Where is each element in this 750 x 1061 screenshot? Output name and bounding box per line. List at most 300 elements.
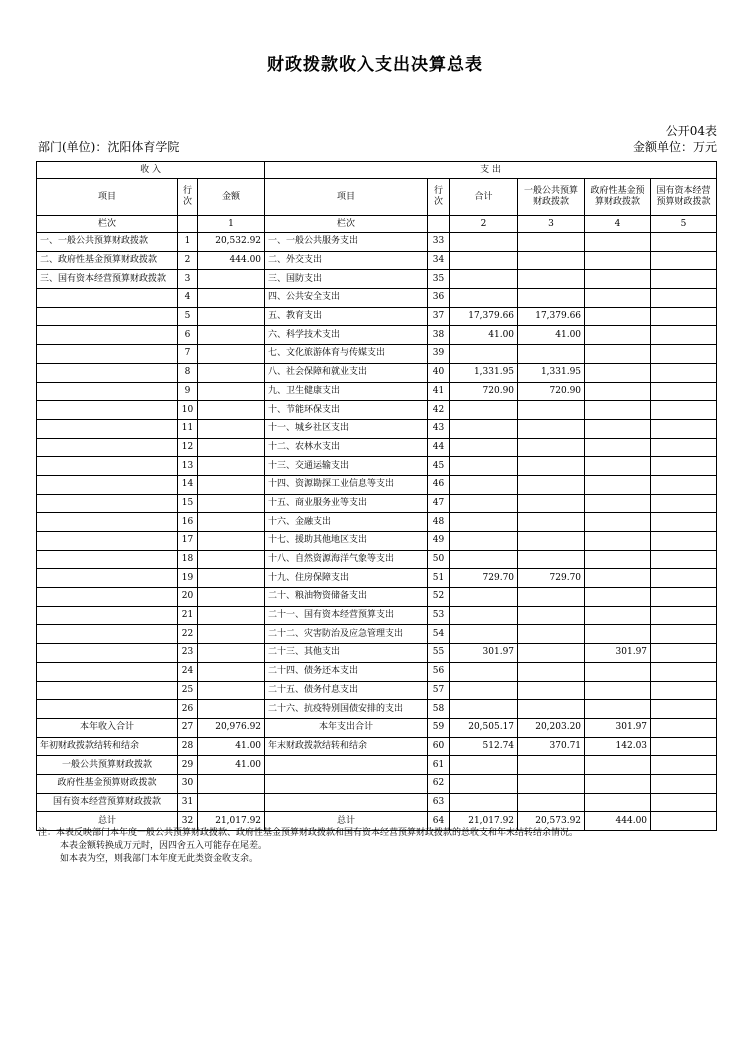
state-capital-cell bbox=[651, 363, 717, 382]
expense-item-cell: 二十二、灾害防治及应急管理支出 bbox=[265, 625, 428, 644]
expense-line-cell: 55 bbox=[428, 644, 450, 663]
fund-budget-cell bbox=[585, 756, 651, 775]
fund-budget-cell bbox=[585, 606, 651, 625]
income-amount-cell bbox=[198, 289, 265, 308]
state-capital-cell bbox=[651, 700, 717, 719]
expense-item-cell: 二十五、债务付息支出 bbox=[265, 681, 428, 700]
expense-item-cell: 年末财政拨款结转和结余 bbox=[265, 737, 428, 756]
footnote-1: 注：本表反映部门本年度一般公共预算财政拨款、政府性基金预算财政拨款和国有资本经营预算财政拨款的总收支和年末结转结余情况。 bbox=[38, 828, 579, 838]
expense-line-blank bbox=[428, 216, 450, 233]
expense-item-cell: 十、节能环保支出 bbox=[265, 401, 428, 420]
state-capital-cell bbox=[651, 532, 717, 551]
header-row-columns bbox=[37, 179, 717, 216]
expense-total-cell bbox=[450, 774, 518, 793]
income-line-cell: 4 bbox=[178, 289, 198, 308]
general-budget-cell: 41.00 bbox=[518, 326, 585, 345]
col-number-3: 3 bbox=[518, 216, 585, 233]
general-budget-cell bbox=[518, 644, 585, 663]
income-item-cell bbox=[37, 438, 178, 457]
state-capital-cell bbox=[651, 494, 717, 513]
summary-row bbox=[37, 756, 717, 775]
expense-line-cell: 45 bbox=[428, 457, 450, 476]
general-budget-cell bbox=[518, 475, 585, 494]
expense-item-cell bbox=[265, 756, 428, 775]
expense-item-cell: 八、社会保障和就业支出 bbox=[265, 363, 428, 382]
income-item-cell bbox=[37, 569, 178, 588]
income-amount-cell bbox=[198, 606, 265, 625]
income-line-cell: 16 bbox=[178, 513, 198, 532]
department-label: 部门(单位)：沈阳体育学院 bbox=[38, 140, 180, 154]
fund-budget-cell bbox=[585, 569, 651, 588]
income-line-cell: 2 bbox=[178, 251, 198, 270]
general-budget-cell bbox=[518, 513, 585, 532]
fund-budget-cell bbox=[585, 793, 651, 812]
expense-item-cell: 二十六、抗疫特别国债安排的支出 bbox=[265, 700, 428, 719]
state-capital-cell bbox=[651, 681, 717, 700]
expense-line-cell: 42 bbox=[428, 401, 450, 420]
state-capital-cell bbox=[651, 625, 717, 644]
general-budget-cell bbox=[518, 345, 585, 364]
fund-budget-cell bbox=[585, 363, 651, 382]
expense-total-cell bbox=[450, 793, 518, 812]
fund-budget-cell bbox=[585, 625, 651, 644]
expense-line-cell: 36 bbox=[428, 289, 450, 308]
table-row bbox=[37, 606, 717, 625]
income-line-cell: 32 bbox=[178, 812, 198, 831]
summary-row bbox=[37, 793, 717, 812]
income-line-cell: 18 bbox=[178, 550, 198, 569]
income-amount-cell bbox=[198, 270, 265, 289]
income-amount-cell bbox=[198, 475, 265, 494]
expense-line-cell: 37 bbox=[428, 307, 450, 326]
footnote-3: 如本表为空，则我部门本年度无此类资金收支余。 bbox=[60, 854, 259, 864]
general-budget-cell: 17,379.66 bbox=[518, 307, 585, 326]
expense-item-cell: 二十四、债务还本支出 bbox=[265, 662, 428, 681]
income-line-cell: 10 bbox=[178, 401, 198, 420]
income-item-cell bbox=[37, 457, 178, 476]
expense-line-cell: 59 bbox=[428, 718, 450, 737]
expense-line-cell: 34 bbox=[428, 251, 450, 270]
state-capital-cell bbox=[651, 774, 717, 793]
income-item-cell: 二、政府性基金预算财政拨款 bbox=[37, 251, 178, 270]
expense-total-cell bbox=[450, 625, 518, 644]
income-item-cell bbox=[37, 700, 178, 719]
income-item-cell bbox=[37, 644, 178, 663]
expense-line-cell: 63 bbox=[428, 793, 450, 812]
income-amount-cell bbox=[198, 700, 265, 719]
income-amount-cell: 20,976.92 bbox=[198, 718, 265, 737]
income-item-cell: 国有资本经营预算财政拨款 bbox=[37, 793, 178, 812]
expense-total-cell bbox=[450, 606, 518, 625]
state-capital-cell bbox=[651, 419, 717, 438]
expense-item-cell: 五、教育支出 bbox=[265, 307, 428, 326]
fund-budget-cell bbox=[585, 401, 651, 420]
expense-total-cell bbox=[450, 494, 518, 513]
income-item-cell bbox=[37, 307, 178, 326]
expense-total-cell bbox=[450, 345, 518, 364]
fund-budget-cell bbox=[585, 345, 651, 364]
amount-unit-label: 金额单位：万元 bbox=[632, 140, 717, 154]
income-amount-cell: 444.00 bbox=[198, 251, 265, 270]
income-item-cell bbox=[37, 588, 178, 607]
expense-item-cell bbox=[265, 793, 428, 812]
expense-total-cell: 41.00 bbox=[450, 326, 518, 345]
state-capital-cell bbox=[651, 233, 717, 252]
income-item-cell bbox=[37, 419, 178, 438]
income-amount-cell bbox=[198, 494, 265, 513]
expense-total-cell bbox=[450, 475, 518, 494]
table-row bbox=[37, 625, 717, 644]
expense-line-header: 行次 bbox=[428, 179, 450, 216]
expense-line-cell: 54 bbox=[428, 625, 450, 644]
col-number-2: 2 bbox=[450, 216, 518, 233]
income-line-cell: 11 bbox=[178, 419, 198, 438]
expense-item-cell: 本年支出合计 bbox=[265, 718, 428, 737]
expense-total-cell bbox=[450, 270, 518, 289]
state-capital-cell bbox=[651, 326, 717, 345]
expense-item-cell: 总计 bbox=[265, 812, 428, 831]
footnotes bbox=[38, 827, 578, 866]
fund-budget-cell bbox=[585, 438, 651, 457]
general-budget-cell: 20,203.20 bbox=[518, 718, 585, 737]
fund-budget-cell: 301.97 bbox=[585, 644, 651, 663]
state-capital-cell bbox=[651, 401, 717, 420]
fund-budget-cell bbox=[585, 457, 651, 476]
expense-line-cell: 58 bbox=[428, 700, 450, 719]
expense-item-cell: 三、国防支出 bbox=[265, 270, 428, 289]
income-item-cell: 政府性基金预算财政拨款 bbox=[37, 774, 178, 793]
general-budget-cell bbox=[518, 233, 585, 252]
expense-line-cell: 40 bbox=[428, 363, 450, 382]
fund-budget-cell bbox=[585, 382, 651, 401]
expense-item-cell: 十四、资源勘探工业信息等支出 bbox=[265, 475, 428, 494]
income-line-cell: 28 bbox=[178, 737, 198, 756]
income-amount-cell bbox=[198, 625, 265, 644]
income-line-cell: 5 bbox=[178, 307, 198, 326]
general-budget-cell bbox=[518, 550, 585, 569]
fund-budget-cell bbox=[585, 475, 651, 494]
fund-budget-cell bbox=[585, 270, 651, 289]
income-line-cell: 13 bbox=[178, 457, 198, 476]
expense-item-cell: 二十一、国有资本经营预算支出 bbox=[265, 606, 428, 625]
summary-row bbox=[37, 737, 717, 756]
expense-line-cell: 52 bbox=[428, 588, 450, 607]
fund-budget-cell bbox=[585, 681, 651, 700]
general-budget-cell bbox=[518, 700, 585, 719]
expense-total-cell bbox=[450, 662, 518, 681]
income-line-cell: 31 bbox=[178, 793, 198, 812]
header-row-sections bbox=[37, 162, 717, 179]
table-row bbox=[37, 532, 717, 551]
state-capital-cell bbox=[651, 662, 717, 681]
income-amount-cell bbox=[198, 681, 265, 700]
expense-item-cell: 九、卫生健康支出 bbox=[265, 382, 428, 401]
expense-item-cell: 二、外交支出 bbox=[265, 251, 428, 270]
income-item-cell bbox=[37, 681, 178, 700]
table-row bbox=[37, 457, 717, 476]
table-row bbox=[37, 513, 717, 532]
general-budget-cell bbox=[518, 457, 585, 476]
income-section-header: 收 入 bbox=[37, 162, 265, 179]
income-item-cell bbox=[37, 662, 178, 681]
state-capital-cell bbox=[651, 475, 717, 494]
income-amount-cell bbox=[198, 774, 265, 793]
income-line-cell: 25 bbox=[178, 681, 198, 700]
general-budget-cell bbox=[518, 756, 585, 775]
state-capital-cell bbox=[651, 550, 717, 569]
expense-total-cell bbox=[450, 419, 518, 438]
income-amount-cell bbox=[198, 569, 265, 588]
fund-budget-cell bbox=[585, 233, 651, 252]
expense-total-cell: 20,505.17 bbox=[450, 718, 518, 737]
col-number-1: 1 bbox=[198, 216, 265, 233]
table-row bbox=[37, 382, 717, 401]
income-amount-cell bbox=[198, 401, 265, 420]
expense-section-header: 支 出 bbox=[265, 162, 717, 179]
income-amount-cell bbox=[198, 793, 265, 812]
fund-budget-cell bbox=[585, 513, 651, 532]
expense-item-cell: 十二、农林水支出 bbox=[265, 438, 428, 457]
header-row-column-numbers bbox=[37, 216, 717, 233]
table-row bbox=[37, 326, 717, 345]
income-line-cell: 26 bbox=[178, 700, 198, 719]
general-budget-cell: 370.71 bbox=[518, 737, 585, 756]
expense-line-cell: 46 bbox=[428, 475, 450, 494]
income-amount-cell bbox=[198, 644, 265, 663]
table-row bbox=[37, 662, 717, 681]
income-amount-cell bbox=[198, 438, 265, 457]
general-budget-cell bbox=[518, 588, 585, 607]
income-line-cell: 20 bbox=[178, 588, 198, 607]
income-amount-cell bbox=[198, 588, 265, 607]
table-row bbox=[37, 345, 717, 364]
expense-line-cell: 62 bbox=[428, 774, 450, 793]
fund-budget-cell bbox=[585, 289, 651, 308]
general-budget-cell bbox=[518, 289, 585, 308]
table-row bbox=[37, 307, 717, 326]
expense-total-cell bbox=[450, 513, 518, 532]
general-budget-cell: 729.70 bbox=[518, 569, 585, 588]
fiscal-summary-table bbox=[36, 161, 717, 831]
expense-total-cell bbox=[450, 550, 518, 569]
expense-total-cell bbox=[450, 401, 518, 420]
state-capital-cell bbox=[651, 644, 717, 663]
expense-item-cell: 十三、交通运输支出 bbox=[265, 457, 428, 476]
state-capital-cell bbox=[651, 457, 717, 476]
income-amount-cell bbox=[198, 513, 265, 532]
expense-line-cell: 53 bbox=[428, 606, 450, 625]
state-capital-cell bbox=[651, 606, 717, 625]
expense-item-cell: 二十三、其他支出 bbox=[265, 644, 428, 663]
income-item-cell bbox=[37, 289, 178, 308]
expense-line-cell: 51 bbox=[428, 569, 450, 588]
income-line-cell: 6 bbox=[178, 326, 198, 345]
expense-item-cell bbox=[265, 774, 428, 793]
summary-row bbox=[37, 774, 717, 793]
income-item-cell bbox=[37, 401, 178, 420]
table-row bbox=[37, 644, 717, 663]
income-line-cell: 24 bbox=[178, 662, 198, 681]
expense-line-cell: 56 bbox=[428, 662, 450, 681]
fund-budget-cell: 444.00 bbox=[585, 812, 651, 831]
expense-line-cell: 43 bbox=[428, 419, 450, 438]
fund-budget-cell bbox=[585, 774, 651, 793]
expense-item-cell: 四、公共安全支出 bbox=[265, 289, 428, 308]
expense-column-label: 栏次 bbox=[265, 216, 428, 233]
expense-total-cell bbox=[450, 438, 518, 457]
state-capital-cell bbox=[651, 307, 717, 326]
income-amount-cell bbox=[198, 457, 265, 476]
income-line-cell: 30 bbox=[178, 774, 198, 793]
income-item-cell bbox=[37, 382, 178, 401]
expense-item-cell: 十五、商业服务业等支出 bbox=[265, 494, 428, 513]
general-budget-cell bbox=[518, 774, 585, 793]
expense-line-cell: 60 bbox=[428, 737, 450, 756]
expense-item-cell: 一、一般公共服务支出 bbox=[265, 233, 428, 252]
state-capital-cell bbox=[651, 382, 717, 401]
state-capital-cell bbox=[651, 812, 717, 831]
col-number-4: 4 bbox=[585, 216, 651, 233]
expense-total-cell: 512.74 bbox=[450, 737, 518, 756]
expense-total-cell: 720.90 bbox=[450, 382, 518, 401]
general-budget-cell: 20,573.92 bbox=[518, 812, 585, 831]
income-item-cell bbox=[37, 532, 178, 551]
table-row bbox=[37, 700, 717, 719]
expense-total-cell bbox=[450, 251, 518, 270]
state-capital-cell bbox=[651, 289, 717, 308]
expense-total-cell: 21,017.92 bbox=[450, 812, 518, 831]
income-line-cell: 1 bbox=[178, 233, 198, 252]
expense-item-cell: 十七、援助其他地区支出 bbox=[265, 532, 428, 551]
income-amount-cell bbox=[198, 307, 265, 326]
income-line-cell: 23 bbox=[178, 644, 198, 663]
income-line-cell: 22 bbox=[178, 625, 198, 644]
table-row bbox=[37, 550, 717, 569]
income-amount-cell: 21,017.92 bbox=[198, 812, 265, 831]
expense-total-cell bbox=[450, 532, 518, 551]
expense-item-cell: 六、科学技术支出 bbox=[265, 326, 428, 345]
state-capital-cell bbox=[651, 718, 717, 737]
income-line-cell: 12 bbox=[178, 438, 198, 457]
footnote-2: 本表金额转换成万元时，因四舍五入可能存在尾差。 bbox=[60, 841, 268, 851]
income-line-cell: 15 bbox=[178, 494, 198, 513]
expense-total-cell: 729.70 bbox=[450, 569, 518, 588]
income-item-cell bbox=[37, 625, 178, 644]
income-item-cell bbox=[37, 326, 178, 345]
expense-total-cell bbox=[450, 457, 518, 476]
income-line-cell: 27 bbox=[178, 718, 198, 737]
income-amount-cell bbox=[198, 532, 265, 551]
income-line-blank bbox=[178, 216, 198, 233]
expense-line-cell: 38 bbox=[428, 326, 450, 345]
income-line-cell: 7 bbox=[178, 345, 198, 364]
expense-line-cell: 47 bbox=[428, 494, 450, 513]
general-budget-cell bbox=[518, 662, 585, 681]
state-capital-cell bbox=[651, 588, 717, 607]
expense-total-cell bbox=[450, 756, 518, 775]
income-line-cell: 29 bbox=[178, 756, 198, 775]
income-line-cell: 21 bbox=[178, 606, 198, 625]
expense-item-cell: 十六、金融支出 bbox=[265, 513, 428, 532]
income-amount-cell bbox=[198, 662, 265, 681]
table-row bbox=[37, 438, 717, 457]
page-title: 财政拨款收入支出决算总表 bbox=[267, 55, 483, 75]
income-item-cell: 总计 bbox=[37, 812, 178, 831]
table-row bbox=[37, 419, 717, 438]
general-budget-cell bbox=[518, 438, 585, 457]
income-amount-cell: 41.00 bbox=[198, 756, 265, 775]
state-capital-cell bbox=[651, 756, 717, 775]
expense-total-cell bbox=[450, 588, 518, 607]
fund-budget-cell bbox=[585, 307, 651, 326]
table-row bbox=[37, 233, 717, 252]
income-item-cell: 年初财政拨款结转和结余 bbox=[37, 737, 178, 756]
fund-budget-cell bbox=[585, 550, 651, 569]
expense-item-cell: 二十、粮油物资储备支出 bbox=[265, 588, 428, 607]
expense-item-cell: 七、文化旅游体育与传媒支出 bbox=[265, 345, 428, 364]
fund-budget-cell: 142.03 bbox=[585, 737, 651, 756]
state-capital-cell bbox=[651, 569, 717, 588]
table-row bbox=[37, 494, 717, 513]
state-capital-cell bbox=[651, 513, 717, 532]
table-row bbox=[37, 588, 717, 607]
fund-budget-cell bbox=[585, 662, 651, 681]
income-amount-cell bbox=[198, 326, 265, 345]
general-budget-cell bbox=[518, 419, 585, 438]
fund-budget-cell bbox=[585, 251, 651, 270]
expense-total-cell bbox=[450, 700, 518, 719]
expense-total-cell bbox=[450, 289, 518, 308]
state-capital-cell bbox=[651, 438, 717, 457]
table-row bbox=[37, 401, 717, 420]
expense-total-cell bbox=[450, 233, 518, 252]
income-item-cell bbox=[37, 494, 178, 513]
income-line-cell: 14 bbox=[178, 475, 198, 494]
form-number: 公开04表 bbox=[665, 124, 717, 138]
income-amount-cell: 20,532.92 bbox=[198, 233, 265, 252]
expense-line-cell: 39 bbox=[428, 345, 450, 364]
fund-budget-cell bbox=[585, 532, 651, 551]
table-row bbox=[37, 475, 717, 494]
income-item-cell: 本年收入合计 bbox=[37, 718, 178, 737]
general-budget-cell bbox=[518, 681, 585, 700]
expense-total-cell bbox=[450, 681, 518, 700]
income-item-cell bbox=[37, 606, 178, 625]
income-line-cell: 19 bbox=[178, 569, 198, 588]
expense-line-cell: 44 bbox=[428, 438, 450, 457]
state-capital-cell bbox=[651, 793, 717, 812]
table-row bbox=[37, 363, 717, 382]
expense-item-cell: 十八、自然资源海洋气象等支出 bbox=[265, 550, 428, 569]
expense-item-header: 项目 bbox=[265, 179, 428, 216]
state-capital-cell bbox=[651, 270, 717, 289]
income-item-cell: 一、一般公共预算财政拨款 bbox=[37, 233, 178, 252]
state-capital-cell bbox=[651, 345, 717, 364]
income-item-cell bbox=[37, 363, 178, 382]
income-line-cell: 8 bbox=[178, 363, 198, 382]
general-budget-cell: 1,331.95 bbox=[518, 363, 585, 382]
income-amount-cell bbox=[198, 363, 265, 382]
expense-line-cell: 57 bbox=[428, 681, 450, 700]
income-item-cell bbox=[37, 513, 178, 532]
fund-budget-cell bbox=[585, 419, 651, 438]
income-line-cell: 9 bbox=[178, 382, 198, 401]
general-budget-cell bbox=[518, 625, 585, 644]
state-capital-header: 国有资本经营预算财政拨款 bbox=[651, 179, 717, 216]
income-amount-cell bbox=[198, 550, 265, 569]
general-budget-cell: 720.90 bbox=[518, 382, 585, 401]
expense-total-cell: 17,379.66 bbox=[450, 307, 518, 326]
